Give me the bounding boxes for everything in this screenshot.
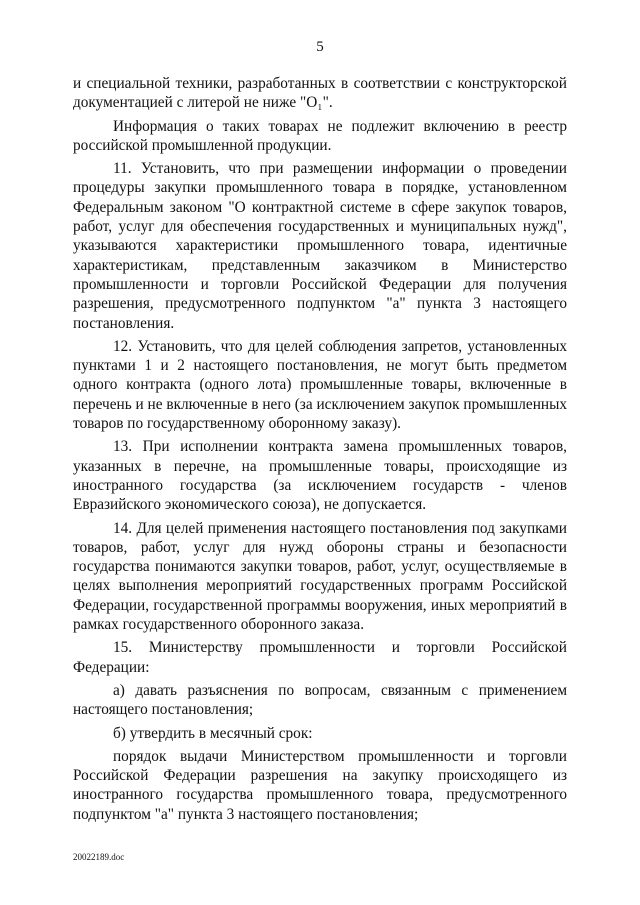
paragraph-item-13: 13. При исполнении контракта замена промышленных товаров, указанных в перечне, на промышленные товары, происходящие из иностранного государства (за исключением государств - членов Евразийского экономического союза), не допускается. [73, 438, 567, 514]
paragraph-item-12: 12. Установить, что для целей соблюдения запретов, установленных пунктами 1 и 2 настоящего постановления, не могут быть предметом одного контракта (одного лота) промышленные товары, включенные в перечень и не включенные в него (за исключением закупок промышленных товаров по государственному оборонному заказу). [73, 337, 567, 433]
paragraph-item-15-b: б) утвердить в месячный срок: [113, 724, 313, 742]
paragraph-permit-procedure: порядок выдачи Министерством промышленности и торговли Российской Федерации разрешения на закупку происходящего из иностранного государства промышленного товара, предусмотренного подпунктом "а" пункта 3 настоящего постановления; [73, 747, 567, 823]
paragraph-item-14: 14. Для целей применения настоящего постановления под закупками товаров, работ, услуг для нужд обороны страны и безопасности государства понимаются закупки товаров, работ, услуг, осуществляемые в целях выполнения мероприятий государственных программ Российской Федерации, государственной программы вооружения, иных мероприятий в рамках государственного оборонного заказа. [73, 519, 567, 634]
paragraph-item-15: 15. Министерству промышленности и торговли Российской Федерации: [73, 639, 567, 676]
document-body [73, 74, 567, 824]
paragraph-registry-note: Информация о таких товарах не подлежит включению в реестр российской промышленной продукции. [73, 117, 567, 154]
paragraph-item-11: 11. Установить, что при размещении информации о проведении процедуры закупки промышленного товара в порядке, установленном Федеральным законом "О контрактной системе в сфере закупок товаров, работ, услуг для обеспечения государственных и муниципальных нужд", указываются характеристики промышленного товара, идентичные характеристикам, представленным заказчиком в Министерство промышленности и торговли Российской Федерации для получения разрешения, предусмотренного подпунктом "а" пункта 3 настоящего постановления. [73, 160, 567, 332]
page-number: 5 [316, 39, 324, 55]
paragraph-item-15-a: а) давать разъяснения по вопросам, связанным с применением настоящего постановления; [73, 681, 567, 719]
paragraph-continuation: и специальной техники, разработанных в соответствии с конструкторской документацией с литерой не ниже "O₁". [73, 75, 567, 112]
footer-filename: 20022189.doc [73, 852, 125, 862]
